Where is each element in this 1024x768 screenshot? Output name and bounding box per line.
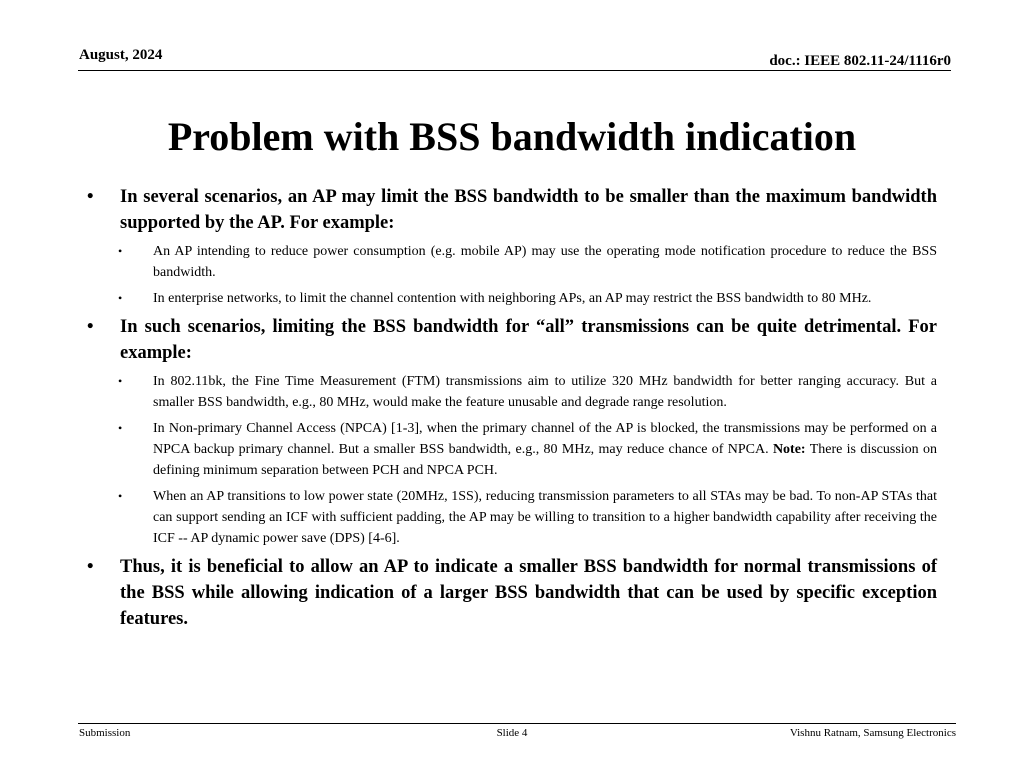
note-label: Note: [772, 442, 806, 457]
sub-bullet-item [79, 288, 937, 309]
slide-title: Problem with BSS bandwidth indication [167, 114, 857, 159]
sub-bullet-dot-icon: • [118, 421, 123, 435]
bullet-text: In several scenarios, an AP may limit the BSS bandwidth to be smaller than the maximum bandwidth supported by the AP. For example: [120, 187, 937, 233]
sub-bullet-text: In Non-primary Channel Access (NPCA) [1-3], when the primary channel of the AP is blocked, the transmissions may be performed on a NPCA backup primary channel. But a smaller BSS bandwidth, e.g., 80 MHz, may reduce chance of NPCA. [153, 421, 937, 457]
header-doc-id: doc.: IEEE 802.11-24/1116r0 [769, 53, 951, 69]
sub-bullet-dot-icon: • [118, 291, 123, 305]
footer-author: Vishnu Ratnam, Samsung Electronics [789, 727, 956, 739]
bullet-text: Thus, it is beneficial to allow an AP to indicate a smaller BSS bandwidth for normal transmissions of the BSS while allowing indication of a larger BSS bandwidth that can be used by specific exception features. [120, 557, 937, 629]
sub-bullet-text: In 802.11bk, the Fine Time Measurement (FTM) transmissions aim to utilize 320 MHz bandwidth for better ranging accuracy. But a smaller BSS bandwidth, e.g., 80 MHz, would make the feature unusable and degrade range resolution. [153, 374, 937, 410]
bullet-item [79, 184, 937, 236]
bullet-dot-icon: • [87, 187, 94, 207]
note-text: There is discussion on defining minimum separation between PCH and NPCA PCH. [153, 442, 938, 478]
bullet-block-2 [79, 314, 937, 549]
footer-slide-number: Slide 4 [496, 727, 528, 739]
bullet-dot-icon: • [87, 317, 94, 337]
bullet-text: In such scenarios, limiting the BSS bandwidth for “all” transmissions can be quite detrimental. For example: [120, 317, 937, 363]
sub-bullet-dot-icon: • [118, 374, 123, 388]
bullet-block-3 [79, 554, 937, 632]
sub-bullet-dot-icon: • [118, 489, 123, 503]
footer-submission: Submission [79, 727, 131, 739]
sub-bullet-item [79, 486, 937, 549]
sub-bullet-text: In enterprise networks, to limit the channel contention with neighboring APs, an AP may restrict the BSS bandwidth to 80 MHz. [153, 291, 872, 306]
footer-divider [78, 723, 956, 724]
sub-bullet-dot-icon: • [118, 244, 123, 258]
bullet-item [79, 554, 937, 632]
header-date: August, 2024 [79, 47, 163, 63]
sub-bullet-item [79, 241, 937, 283]
sub-bullet-item [79, 418, 937, 481]
header-divider [78, 70, 951, 71]
bullet-block-1 [79, 184, 937, 309]
slide-body [79, 184, 937, 632]
bullet-dot-icon: • [87, 557, 94, 577]
sub-bullet-text: When an AP transitions to low power state (20MHz, 1SS), reducing transmission parameters to all STAs may be bad. To non-AP STAs that can support sending an ICF with sufficient padding, the AP may be willing to transition to a higher bandwidth capability after receiving the ICF -- AP dynamic power save (DPS) [4-6]. [153, 489, 937, 546]
sub-bullet-text: An AP intending to reduce power consumption (e.g. mobile AP) may use the operating mode notification procedure to reduce the BSS bandwidth. [153, 244, 937, 280]
sub-bullet-item [79, 371, 937, 413]
bullet-item [79, 314, 937, 366]
